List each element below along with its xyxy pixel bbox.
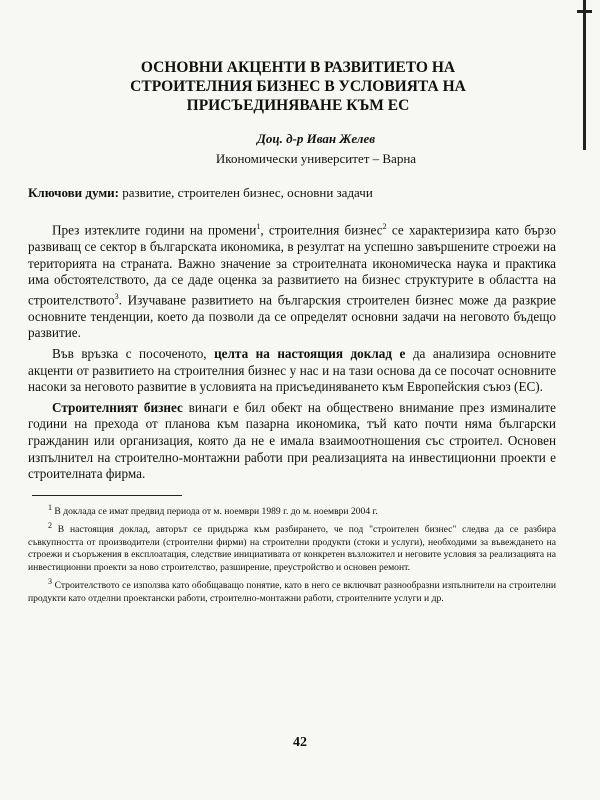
p2-text-b: да анализира основните акценти от развитието на строителния бизнес у нас и на тази основа да се посочат основните насоки за неговото развитие в условията на присъединяването към Европейския съюз (ЕС). xyxy=(28,345,556,395)
footnote-1-text: В доклада се имат предвид периода от м. ноември 1989 г. до м. ноември 2004 г. xyxy=(52,505,378,517)
title-line-2: СТРОИТЕЛНИЯ БИЗНЕС В УСЛОВИЯТА НА xyxy=(130,78,466,95)
footnote-3 xyxy=(28,576,556,605)
footnotes xyxy=(28,502,556,605)
paragraph-3 xyxy=(28,400,556,483)
paragraph-1 xyxy=(28,219,556,342)
author-name: Доц. д-р Иван Желев xyxy=(256,131,376,146)
footnote-2-number: 2 xyxy=(48,521,52,531)
paper-page xyxy=(28,58,556,607)
p3-text: винаги е бил обект на обществено внимание през изминалите години на прехода от планова към пазарна икономика, тъй като почти няма български гражданин или организация, която да не е имала взаимоотношения със строител. Основен изпълнител на строително-монтажни работи при реализацията на инвестиционни проекти е строителната фирма. xyxy=(28,399,557,482)
body-text xyxy=(28,219,556,483)
keywords-label: Ключови думи: xyxy=(28,185,120,200)
footnote-ref-3: 3 xyxy=(114,291,119,301)
paragraph-2 xyxy=(28,346,556,396)
keywords-text: развитие, строителен бизнес, основни задачи xyxy=(119,185,373,200)
paper-title xyxy=(28,58,556,115)
footnote-ref-1: 1 xyxy=(256,222,261,231)
author-affiliation: Икономически университет – Варна xyxy=(215,151,417,166)
keywords-line xyxy=(28,185,556,201)
title-line-1: ОСНОВНИ АКЦЕНТИ В РАЗВИТИЕТО НА xyxy=(140,59,456,76)
title-line-3: ПРИСЪЕДИНЯВАНЕ КЪМ ЕС xyxy=(186,97,410,114)
footnote-1-number: 1 xyxy=(48,502,52,512)
footnote-ref-2: 2 xyxy=(382,222,387,231)
p1-text-b: , строителния бизнес xyxy=(260,222,383,238)
p2-text-a: Във връзка с посоченото, xyxy=(52,345,215,361)
footnote-1 xyxy=(28,502,556,519)
footnote-separator xyxy=(32,495,182,496)
footnote-3-number: 3 xyxy=(48,577,52,587)
footnote-2 xyxy=(28,520,556,574)
p1-text-d: . Изучаване развитието на българския строителен бизнес може да разкрие основните тенденции, което да позволи да се определят основни задачи на неговото бъдещо развитие. xyxy=(28,292,556,341)
p3-emphasis: Строителният бизнес xyxy=(52,399,183,415)
footnote-2-text: В настоящия доклад, авторът се придържа към разбирането, че под "строителен бизнес" следва да се разбира съвкупността от производители (строителни фирми) на строителни продукти (стоки и услуги), необходими за въвеждането на строежи и съоръжения в експлоатация, следствие инициативата от конкретен възложител и неговите условия за реализацията на инвестиционни проекти за ново строителство, разширение, преустройство и основен ремонт. xyxy=(28,524,556,573)
p2-emphasis: целта на настоящия доклад е xyxy=(214,345,406,361)
binding-edge-mark xyxy=(583,0,586,150)
footnote-3-text: Строителството се използва като обобщаващо понятие, като в него се включват разнообразни изпълнители на строителни продукти като отделни проектански работи, строително-монтажни работи, строителните услуги и др. xyxy=(28,580,556,604)
p1-text-c: се характеризира като бързо развиващ се сектор в българската икономика, в резултат на успешно завършените строежи на територията на страната. Важно значение за строителната икономическа наука и практика има обстоятелството, да се даде оценка за развитието на бизнес структурите в областта на строителството xyxy=(28,222,556,308)
page-number: 42 xyxy=(293,735,307,750)
p1-text-a: През изтеклите години на промени xyxy=(52,222,257,238)
